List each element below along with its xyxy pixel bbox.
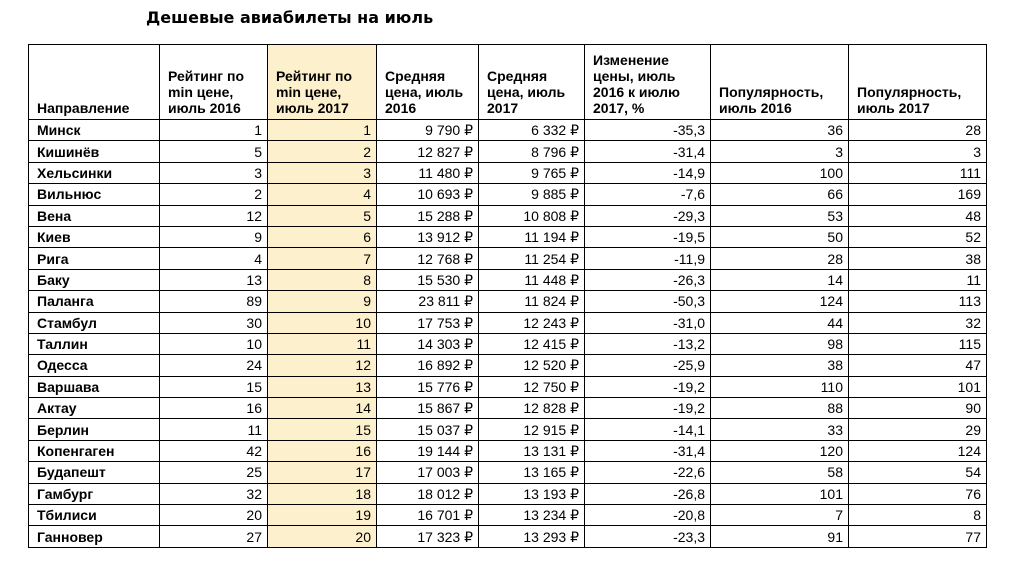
table-row [29,205,987,226]
cell-popularity-2016: 100 [711,162,849,183]
cell-rank-2017: 10 [268,312,377,333]
cell-popularity-2017: 90 [849,398,987,419]
cell-popularity-2017: 101 [849,376,987,397]
cell-avg-price-2016: 17 323 ₽ [377,526,479,547]
cell-rank-2016: 11 [160,419,268,440]
cell-direction: Стамбул [29,312,160,333]
cell-popularity-2016: 124 [711,291,849,312]
table-row [29,462,987,483]
table-row [29,419,987,440]
cell-popularity-2016: 50 [711,226,849,247]
cell-rank-2016: 9 [160,226,268,247]
cell-price-change: -22,6 [585,462,711,483]
cell-direction: Актау [29,398,160,419]
cell-direction: Варшава [29,376,160,397]
cell-direction: Рига [29,248,160,269]
cell-direction: Тбилиси [29,505,160,526]
cell-direction: Киев [29,226,160,247]
page-title: Дешевые авиабилеты на июль [146,8,434,27]
header-avg-price-2017: Средняя цена, июль 2017 [479,45,585,120]
cell-avg-price-2017: 13 234 ₽ [479,505,585,526]
header-rank-2017: Рейтинг по min цене, июль 2017 [268,45,377,120]
cell-direction: Вильнюс [29,184,160,205]
cell-popularity-2017: 8 [849,505,987,526]
cell-popularity-2016: 120 [711,440,849,461]
cell-price-change: -14,1 [585,419,711,440]
cell-popularity-2017: 38 [849,248,987,269]
cell-rank-2016: 10 [160,333,268,354]
cell-rank-2017: 13 [268,376,377,397]
cell-rank-2016: 30 [160,312,268,333]
cell-popularity-2016: 53 [711,205,849,226]
cell-direction: Хельсинки [29,162,160,183]
cell-popularity-2016: 44 [711,312,849,333]
cell-price-change: -25,9 [585,355,711,376]
cell-direction: Баку [29,269,160,290]
cell-popularity-2016: 58 [711,462,849,483]
cell-avg-price-2017: 13 293 ₽ [479,526,585,547]
cell-popularity-2017: 111 [849,162,987,183]
table-row [29,226,987,247]
cell-popularity-2017: 115 [849,333,987,354]
cell-popularity-2017: 28 [849,120,987,141]
cell-avg-price-2017: 13 193 ₽ [479,483,585,504]
table-row [29,376,987,397]
table-row [29,312,987,333]
airfare-table [28,44,987,548]
cell-avg-price-2016: 23 811 ₽ [377,291,479,312]
cell-avg-price-2017: 13 131 ₽ [479,440,585,461]
cell-direction: Берлин [29,419,160,440]
header-avg-price-2016: Средняя цена, июль 2016 [377,45,479,120]
cell-popularity-2017: 47 [849,355,987,376]
cell-popularity-2016: 101 [711,483,849,504]
cell-price-change: -11,9 [585,248,711,269]
cell-rank-2017: 19 [268,505,377,526]
cell-rank-2017: 14 [268,398,377,419]
cell-avg-price-2017: 10 808 ₽ [479,205,585,226]
cell-rank-2016: 20 [160,505,268,526]
cell-direction: Вена [29,205,160,226]
cell-avg-price-2017: 11 254 ₽ [479,248,585,269]
cell-avg-price-2016: 14 303 ₽ [377,333,479,354]
cell-avg-price-2016: 15 530 ₽ [377,269,479,290]
cell-rank-2016: 15 [160,376,268,397]
header-popularity-2016: Популярность, июль 2016 [711,45,849,120]
cell-price-change: -19,2 [585,376,711,397]
cell-avg-price-2017: 11 448 ₽ [479,269,585,290]
cell-rank-2016: 25 [160,462,268,483]
cell-rank-2017: 20 [268,526,377,547]
cell-avg-price-2016: 11 480 ₽ [377,162,479,183]
cell-popularity-2016: 88 [711,398,849,419]
table-row [29,526,987,547]
cell-popularity-2016: 3 [711,141,849,162]
header-rank-2016: Рейтинг по min цене, июль 2016 [160,45,268,120]
cell-avg-price-2016: 12 827 ₽ [377,141,479,162]
cell-popularity-2016: 7 [711,505,849,526]
cell-avg-price-2016: 9 790 ₽ [377,120,479,141]
table-row [29,505,987,526]
cell-rank-2017: 8 [268,269,377,290]
cell-avg-price-2017: 12 750 ₽ [479,376,585,397]
cell-direction: Минск [29,120,160,141]
cell-price-change: -7,6 [585,184,711,205]
cell-avg-price-2016: 13 912 ₽ [377,226,479,247]
table-row [29,355,987,376]
cell-rank-2016: 2 [160,184,268,205]
cell-popularity-2016: 98 [711,333,849,354]
cell-rank-2017: 18 [268,483,377,504]
cell-popularity-2017: 32 [849,312,987,333]
cell-direction: Паланга [29,291,160,312]
cell-rank-2016: 32 [160,483,268,504]
cell-direction: Гамбург [29,483,160,504]
table-header-row [29,45,987,120]
cell-avg-price-2016: 19 144 ₽ [377,440,479,461]
table-row [29,291,987,312]
cell-direction: Копенгаген [29,440,160,461]
cell-popularity-2017: 11 [849,269,987,290]
header-direction: Направление [29,45,160,120]
cell-avg-price-2016: 16 892 ₽ [377,355,479,376]
cell-avg-price-2017: 12 243 ₽ [479,312,585,333]
cell-popularity-2017: 52 [849,226,987,247]
cell-price-change: -26,8 [585,483,711,504]
cell-rank-2017: 2 [268,141,377,162]
cell-avg-price-2016: 15 776 ₽ [377,376,479,397]
cell-avg-price-2016: 18 012 ₽ [377,483,479,504]
cell-price-change: -50,3 [585,291,711,312]
cell-rank-2017: 11 [268,333,377,354]
table-row [29,162,987,183]
cell-rank-2017: 4 [268,184,377,205]
cell-avg-price-2016: 16 701 ₽ [377,505,479,526]
table-row [29,440,987,461]
cell-avg-price-2017: 9 765 ₽ [479,162,585,183]
cell-rank-2016: 89 [160,291,268,312]
cell-popularity-2017: 48 [849,205,987,226]
cell-price-change: -20,8 [585,505,711,526]
cell-price-change: -35,3 [585,120,711,141]
table-row [29,141,987,162]
cell-direction: Ганновер [29,526,160,547]
cell-rank-2017: 7 [268,248,377,269]
cell-popularity-2017: 76 [849,483,987,504]
cell-price-change: -31,4 [585,141,711,162]
cell-price-change: -29,3 [585,205,711,226]
cell-price-change: -31,0 [585,312,711,333]
cell-direction: Таллин [29,333,160,354]
cell-rank-2016: 5 [160,141,268,162]
cell-rank-2017: 9 [268,291,377,312]
cell-avg-price-2016: 12 768 ₽ [377,248,479,269]
cell-price-change: -26,3 [585,269,711,290]
cell-rank-2017: 6 [268,226,377,247]
cell-popularity-2016: 38 [711,355,849,376]
cell-popularity-2017: 3 [849,141,987,162]
cell-popularity-2017: 29 [849,419,987,440]
cell-popularity-2016: 14 [711,269,849,290]
cell-direction: Будапешт [29,462,160,483]
cell-avg-price-2017: 12 520 ₽ [479,355,585,376]
cell-popularity-2017: 113 [849,291,987,312]
cell-avg-price-2017: 11 194 ₽ [479,226,585,247]
cell-price-change: -31,4 [585,440,711,461]
cell-rank-2017: 3 [268,162,377,183]
cell-avg-price-2017: 13 165 ₽ [479,462,585,483]
header-price-change: Изменение цены, июль 2016 к июлю 2017, % [585,45,711,120]
cell-rank-2016: 3 [160,162,268,183]
cell-popularity-2016: 66 [711,184,849,205]
cell-rank-2016: 16 [160,398,268,419]
cell-popularity-2017: 77 [849,526,987,547]
cell-popularity-2017: 54 [849,462,987,483]
cell-popularity-2016: 36 [711,120,849,141]
cell-price-change: -19,2 [585,398,711,419]
cell-avg-price-2017: 12 415 ₽ [479,333,585,354]
cell-avg-price-2016: 15 288 ₽ [377,205,479,226]
cell-popularity-2016: 28 [711,248,849,269]
header-popularity-2017: Популярность, июль 2017 [849,45,987,120]
cell-avg-price-2017: 9 885 ₽ [479,184,585,205]
table-row [29,184,987,205]
cell-rank-2016: 27 [160,526,268,547]
cell-rank-2017: 16 [268,440,377,461]
cell-rank-2016: 42 [160,440,268,461]
table-row [29,333,987,354]
cell-price-change: -19,5 [585,226,711,247]
cell-rank-2017: 5 [268,205,377,226]
cell-avg-price-2016: 17 753 ₽ [377,312,479,333]
cell-price-change: -13,2 [585,333,711,354]
cell-direction: Кишинёв [29,141,160,162]
cell-avg-price-2016: 15 037 ₽ [377,419,479,440]
cell-rank-2016: 1 [160,120,268,141]
cell-avg-price-2017: 11 824 ₽ [479,291,585,312]
cell-rank-2017: 1 [268,120,377,141]
cell-popularity-2016: 110 [711,376,849,397]
table-row [29,248,987,269]
cell-popularity-2016: 91 [711,526,849,547]
cell-avg-price-2017: 12 915 ₽ [479,419,585,440]
cell-rank-2017: 12 [268,355,377,376]
cell-rank-2016: 13 [160,269,268,290]
cell-direction: Одесса [29,355,160,376]
cell-avg-price-2016: 10 693 ₽ [377,184,479,205]
cell-price-change: -14,9 [585,162,711,183]
cell-avg-price-2016: 17 003 ₽ [377,462,479,483]
cell-rank-2016: 24 [160,355,268,376]
table-row [29,120,987,141]
table-row [29,398,987,419]
cell-popularity-2016: 33 [711,419,849,440]
cell-avg-price-2017: 8 796 ₽ [479,141,585,162]
cell-price-change: -23,3 [585,526,711,547]
cell-avg-price-2017: 12 828 ₽ [479,398,585,419]
cell-popularity-2017: 124 [849,440,987,461]
cell-rank-2017: 17 [268,462,377,483]
table-row [29,269,987,290]
cell-rank-2016: 4 [160,248,268,269]
cell-popularity-2017: 169 [849,184,987,205]
cell-rank-2017: 15 [268,419,377,440]
cell-avg-price-2016: 15 867 ₽ [377,398,479,419]
cell-rank-2016: 12 [160,205,268,226]
cell-avg-price-2017: 6 332 ₽ [479,120,585,141]
table-row [29,483,987,504]
